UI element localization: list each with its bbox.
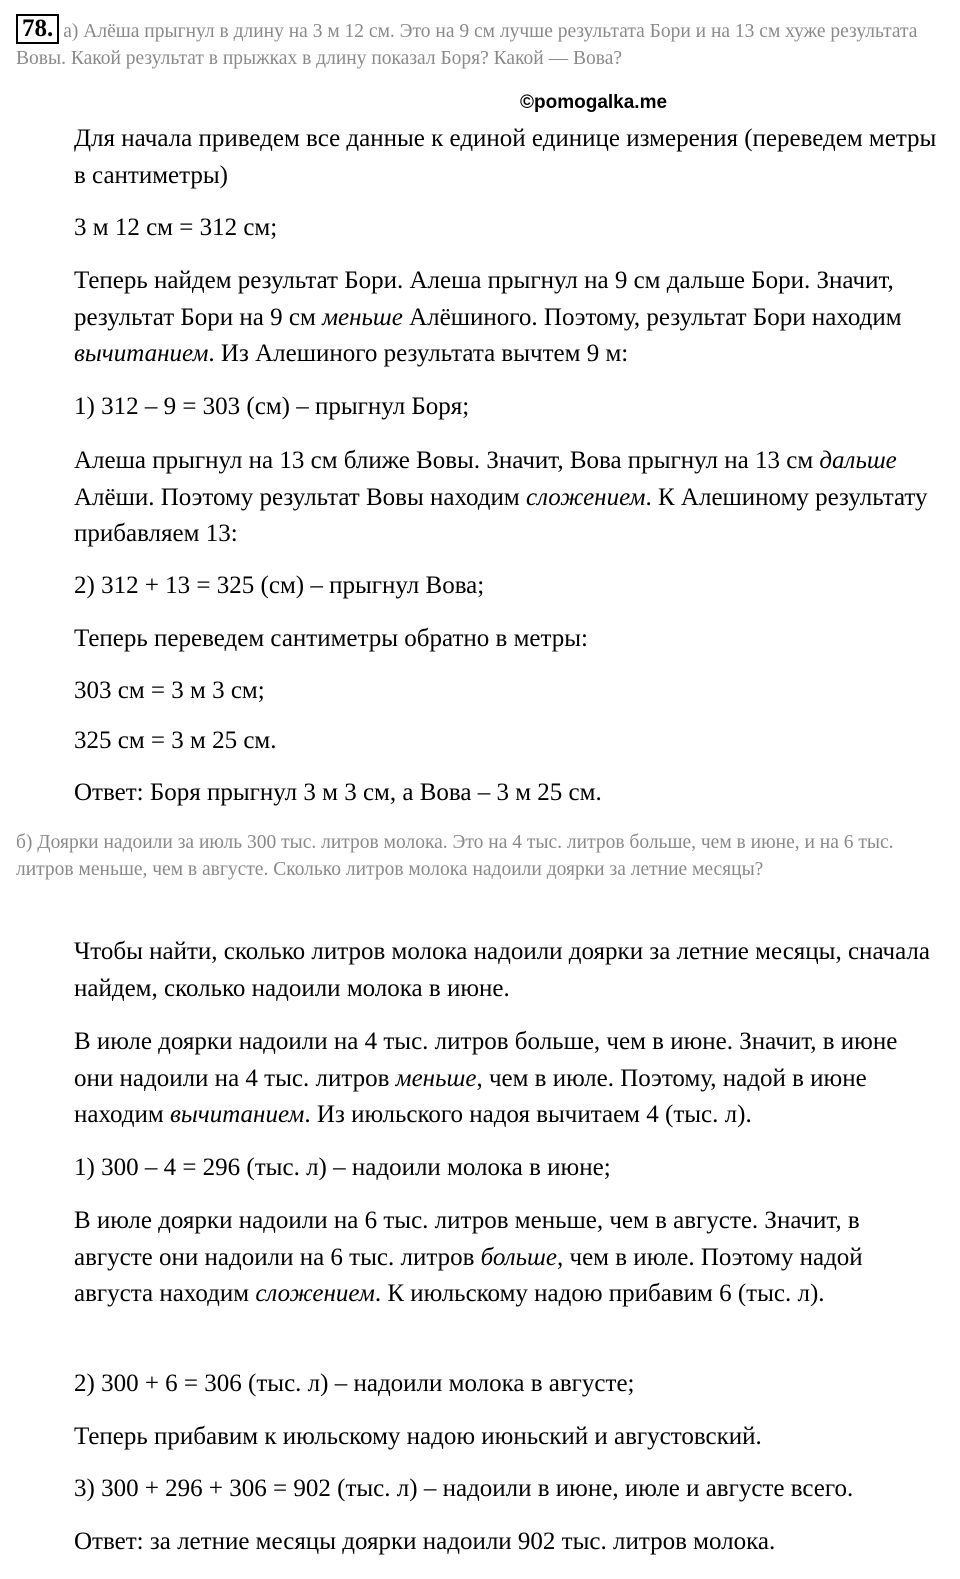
solution-a-conversion-bori: 303 см = 3 м 3 см; [74,677,265,704]
solution-b-august-explanation: В июле доярки надоили на 6 тыс. литров меньше, чем в августе. Значит, в августе они надоили на 6 тыс. литров больше, чем в июле. Поэтому надой августа находим сложением. К июльскому надою прибавим 6 (тыс. л). [74,1207,863,1307]
solution-a-step-1: 1) 312 – 9 = 303 (см) – прыгнул Боря; [74,393,470,420]
solution-a-answer: Ответ: Боря прыгнул 3 м 3 см, а Вова – 3 м 25 см. [74,779,602,806]
solution-b-intro: Чтобы найти, сколько литров молока надоили доярки за летние месяцы, сначала найдем, сколько надоили молока в июне. [74,938,930,1002]
solution-a-conversion-vova: 325 см = 3 м 25 см. [74,727,277,754]
solution-a-convert-back: Теперь переведем сантиметры обратно в метры: [74,625,588,652]
solution-a-conversion: 3 м 12 см = 312 см; [74,214,278,241]
solution-a-bori-explanation: Теперь найдем результат Бори. Алеша прыгнул на 9 см дальше Бори. Значит, результат Бори на 9 см меньше Алёшиного. Поэтому, результат Бори находим вычитанием. Из Алешиного результата вычтем 9 м: [74,267,902,367]
solution-b-step-2: 2) 300 + 6 = 306 (тыс. л) – надоили молока в августе; [74,1370,635,1397]
solution-a-step-2: 2) 312 + 13 = 325 (см) – прыгнул Вова; [74,572,485,599]
solution-b-answer: Ответ: за летние месяцы доярки надоили 902 тыс. литров молока. [74,1528,776,1555]
solution-b-sum-explanation: Теперь прибавим к июльскому надою июньский и августовский. [74,1423,762,1450]
solution-b-june-explanation: В июле доярки надоили на 4 тыс. литров больше, чем в июне. Значит, в июне они надоили на 4 тыс. литров меньше, чем в июле. Поэтому, надой в июне находим вычитанием. Из июльского надоя вычитаем 4 (тыс. л). [74,1028,898,1128]
problem-a-text: а) Алёша прыгнул в длину на 3 м 12 см. Это на 9 см лучше результата Бори и на 13 см хуже результата Вовы. Какой результат в прыжках в длину показал Боря? Какой — Вова? [16,21,918,69]
watermark: ©pomogalka.me [520,92,668,113]
solution-b-step-1: 1) 300 – 4 = 296 (тыс. л) – надоили молока в июне; [74,1154,611,1181]
solution-a-intro: Для начала приведем все данные к единой единице измерения (переведем метры в сантиметры) [74,125,937,189]
problem-b-statement: б) Доярки надоили за июль 300 тыс. литров молока. Это на 4 тыс. литров больше, чем в июне, и на 6 тыс. литров меньше, чем в августе. Сколько литров молока надоили доярки за летние месяцы? [16,832,894,880]
problem-a-statement [16,14,936,72]
solution-b-step-3: 3) 300 + 296 + 306 = 902 (тыс. л) – надоили в июне, июле и августе всего. [74,1475,854,1502]
solution-a-vova-explanation: Алеша прыгнул на 13 см ближе Вовы. Значит, Вова прыгнул на 13 см дальше Алёши. Поэтому результат Вовы находим сложением. К Алешиному результату прибавляем 13: [74,447,928,547]
problem-number: 78. [16,14,59,44]
